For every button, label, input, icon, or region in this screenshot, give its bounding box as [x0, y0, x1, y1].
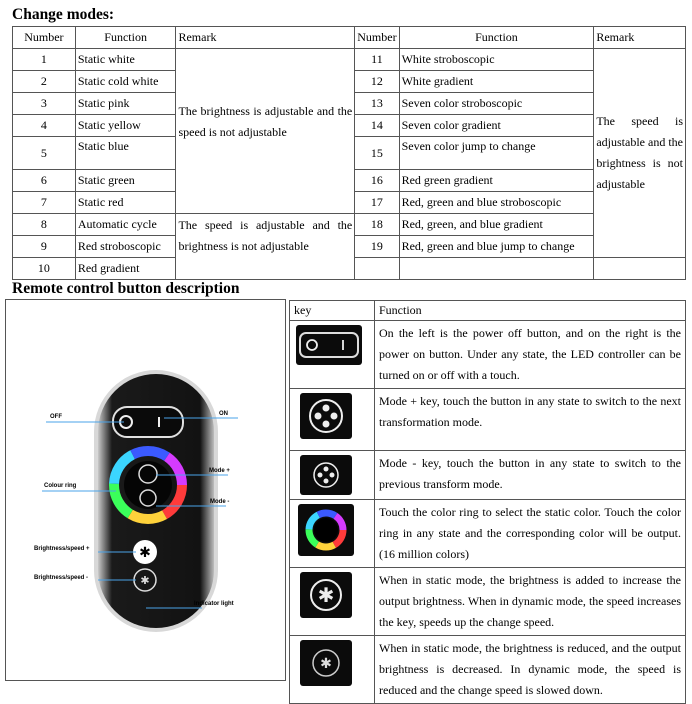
mode-function: Static green — [75, 170, 176, 192]
mode-function: White stroboscopic — [399, 49, 594, 71]
function-text: When in static mode, the brightness is added to increase the output brightness. When in dynamic mode, the speed increases the key, speeds up the change speed. — [375, 568, 686, 636]
function-text: On the left is the power off button, and on the right is the power on button. Under any state, the LED controller can be turned on or off with a touch. — [375, 321, 686, 389]
mode-function: Red, green and blue stroboscopic — [399, 192, 594, 214]
mode-plus-key — [300, 393, 352, 439]
remark-dynamic: The speed is adjustable and the brightness is not adjustable — [594, 49, 686, 258]
label-brightness-minus: Brightness/speed - — [34, 575, 89, 581]
mode-function: Static pink — [75, 93, 176, 115]
mode-number: 17 — [355, 192, 399, 214]
color-ring-key — [298, 504, 354, 556]
brightness-minus-key — [300, 640, 352, 686]
mode-number: 10 — [13, 258, 76, 280]
mode-number: 4 — [13, 115, 76, 137]
mode-function: Red gradient — [75, 258, 176, 280]
svg-text:✱: ✱ — [317, 583, 335, 607]
mode-function: Static white — [75, 49, 176, 71]
mode-function: Red stroboscopic — [75, 236, 176, 258]
mode-number: 5 — [13, 137, 76, 170]
mode-number: 16 — [355, 170, 399, 192]
mode-number: 8 — [13, 214, 76, 236]
mode-number: 3 — [13, 93, 76, 115]
header-function: Function — [399, 27, 594, 49]
label-mode-minus: Mode - — [210, 499, 230, 505]
mode-number: 18 — [355, 214, 399, 236]
mode-function: Automatic cycle — [75, 214, 176, 236]
brightness-plus-key — [300, 572, 352, 618]
empty-cell — [594, 258, 686, 280]
key-cell — [290, 568, 375, 636]
remote-illustration — [6, 300, 285, 680]
header-remark: Remark — [176, 27, 355, 49]
label-off: OFF — [50, 414, 62, 420]
mode-number: 19 — [355, 236, 399, 258]
mode-function: Seven color jump to change — [399, 137, 594, 170]
mode-function: Static cold white — [75, 71, 176, 93]
function-text: Touch the color ring to select the static color. Touch the color ring in any state and the corresponding color will be output. (16 million colors) — [375, 500, 686, 568]
header-key: key — [290, 301, 375, 321]
mode-function: Red green gradient — [399, 170, 594, 192]
function-text: Mode - key, touch the button in any state to switch to the previous transform mode. — [375, 451, 686, 500]
remote-button-table — [289, 300, 686, 704]
mode-number: 6 — [13, 170, 76, 192]
svg-text:✱: ✱ — [320, 656, 332, 672]
mode-minus-key — [300, 455, 352, 495]
mode-function: Seven color gradient — [399, 115, 594, 137]
remark-static: The brightness is adjustable and the speed is not adjustable — [176, 49, 355, 214]
label-on: ON — [219, 411, 228, 417]
remote-title: Remote control button description — [12, 280, 240, 297]
change-modes-title: Change modes: — [12, 6, 115, 23]
power-switch-key — [296, 325, 362, 365]
mode-number: 14 — [355, 115, 399, 137]
function-text: When in static mode, the brightness is reduced, and the output brightness is decreased. In dynamic mode, the speed is reduced and the change speed is slowed down. — [375, 636, 686, 704]
key-cell — [290, 321, 375, 389]
svg-text:✱: ✱ — [140, 574, 150, 587]
mode-function: Seven color stroboscopic — [399, 93, 594, 115]
mode-function: Red, green and blue jump to change — [399, 236, 594, 258]
mode-number: 2 — [13, 71, 76, 93]
ring-center — [124, 461, 172, 509]
header-number: Number — [13, 27, 76, 49]
mode-function: Red, green, and blue gradient — [399, 214, 594, 236]
key-cell — [290, 389, 375, 451]
key-cell — [290, 500, 375, 568]
mode-number: 1 — [13, 49, 76, 71]
mode-number: 13 — [355, 93, 399, 115]
empty-cell — [399, 258, 594, 280]
empty-cell — [355, 258, 399, 280]
mode-function: Static blue — [75, 137, 176, 170]
label-mode-plus: Mode + — [209, 468, 230, 474]
remark-auto: The speed is adjustable and the brightness is not adjustable — [176, 214, 355, 280]
header-remark: Remark — [594, 27, 686, 49]
header-function: Function — [75, 27, 176, 49]
key-cell — [290, 636, 375, 704]
mode-function: Static yellow — [75, 115, 176, 137]
label-brightness-plus: Brightness/speed + — [34, 546, 90, 552]
change-modes-table — [12, 26, 686, 280]
mode-function: Static red — [75, 192, 176, 214]
mode-function: White gradient — [399, 71, 594, 93]
mode-number: 9 — [13, 236, 76, 258]
header-number: Number — [355, 27, 399, 49]
header-function: Function — [375, 301, 686, 321]
mode-number: 15 — [355, 137, 399, 170]
mode-number: 12 — [355, 71, 399, 93]
function-text: Mode + key, touch the button in any state to switch to the next transformation mode. — [375, 389, 686, 451]
key-cell — [290, 451, 375, 500]
remote-diagram — [5, 299, 286, 681]
label-indicator: Indicator light — [194, 601, 234, 607]
svg-text:✱: ✱ — [139, 545, 151, 561]
mode-number: 7 — [13, 192, 76, 214]
label-colour-ring: Colour ring — [44, 483, 77, 489]
mode-number: 11 — [355, 49, 399, 71]
